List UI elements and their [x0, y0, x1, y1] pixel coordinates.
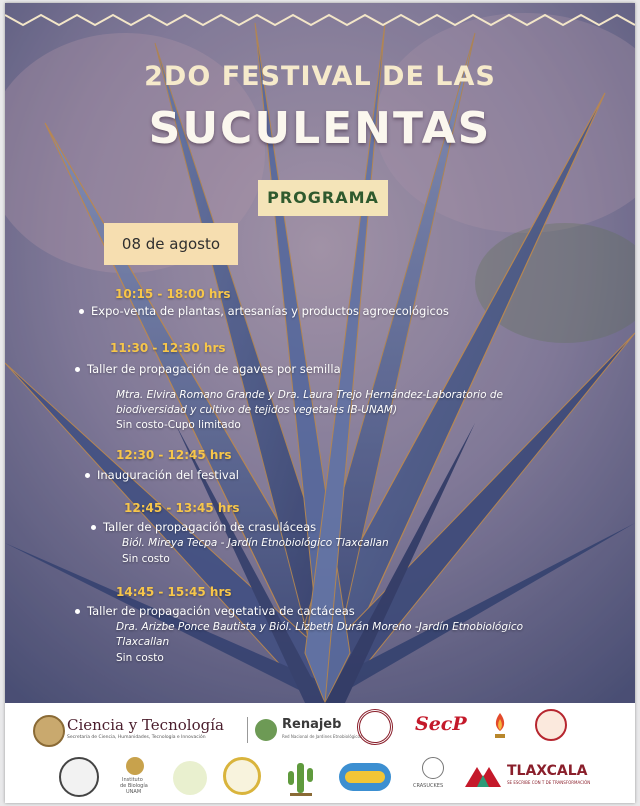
bullet-icon [75, 609, 80, 614]
event-title [75, 362, 341, 377]
instituto-biologia-logo [116, 757, 156, 799]
event-time: 12:30 - 12:45 hrs [116, 448, 232, 462]
cactus-logo-icon [281, 757, 319, 797]
instituto-label-3: UNAM [126, 789, 142, 795]
crasuckes-label: CRASUCKES [413, 783, 444, 789]
event-speaker: biodiversidad y cultivo de tejidos vegetales IB-UNAM) [116, 404, 398, 416]
instituto-label-2: de Biología [120, 783, 148, 789]
bullet-icon [91, 525, 96, 530]
event-speaker: Dra. Arizbe Ponce Bautista y Biól. Lizbeth Durán Moreno -Jardín Etnobiológico [116, 621, 524, 633]
ciencia-tecnologia-name: Ciencia y Tecnología [67, 716, 224, 734]
event-time: 12:45 - 13:45 hrs [124, 501, 240, 515]
title-line-2: SUCULENTAS [148, 103, 492, 154]
event-note: Sin costo [122, 553, 170, 565]
botanical-garden-logo-icon [173, 761, 207, 795]
event-time: 14:45 - 15:45 hrs [116, 585, 232, 599]
seal-badge-icon [535, 709, 567, 741]
colorful-festival-logo-icon [339, 763, 391, 791]
event-title-text: Expo-venta de plantas, artesanías y productos agroecológicos [91, 304, 449, 318]
mexico-seal-icon [33, 715, 65, 747]
event-title-text: Taller de propagación vegetativa de cactáceas [87, 604, 355, 618]
instituto-leaf-icon [126, 757, 144, 775]
program-label: PROGRAMA [258, 180, 388, 216]
event-speaker: Biól. Mireya Tecpa - Jardín Etnobiológico Tlaxcallan [122, 537, 389, 549]
cactus-badge-icon [223, 757, 261, 795]
crasuckes-icon [422, 757, 444, 779]
event-time: 11:30 - 12:30 hrs [110, 341, 226, 355]
renajeb-leaf-icon [255, 719, 277, 741]
title-line-1: 2DO FESTIVAL DE LAS [144, 61, 496, 92]
event-title [91, 520, 316, 535]
bullet-icon [75, 367, 80, 372]
tlaxcala-emblem-icon [463, 761, 503, 789]
university-seal-icon [357, 709, 393, 745]
date-label: 08 de agosto [104, 223, 238, 265]
tlaxcala-logo [463, 759, 593, 793]
renajeb-logo [255, 717, 363, 747]
event-title [79, 304, 449, 319]
tlaxcala-subtitle: SE ESCRIBE CON T DE TRANSFORMACIÓN [507, 780, 591, 785]
unam-logo-icon [59, 757, 99, 797]
instituto-label-1: Instituto [122, 777, 143, 783]
bullet-icon [79, 309, 84, 314]
secp-logo: SecP [415, 713, 467, 735]
sponsor-footer [5, 703, 635, 803]
event-speaker: Mtra. Elvira Romano Grande y Dra. Laura Trejo Hernández-Laboratorio de [116, 389, 503, 401]
event-title-text: Inauguración del festival [97, 468, 239, 482]
event-speaker: Tlaxcallan [116, 636, 170, 648]
event-time: 10:15 - 18:00 hrs [115, 287, 231, 301]
bullet-icon [85, 473, 90, 478]
flame-emblem-icon [491, 711, 509, 741]
renajeb-subtitle: Red Nacional de Jardines Etnobiológicos [282, 734, 363, 739]
festival-poster [5, 3, 635, 803]
zigzag-border-decoration [5, 11, 635, 31]
event-note: Sin costo-Cupo limitado [116, 419, 241, 431]
crasuckes-logo [411, 757, 457, 797]
logo-divider [247, 717, 248, 743]
renajeb-name: Renajeb [282, 717, 342, 732]
event-title-text: Taller de propagación de crasuláceas [103, 520, 317, 534]
ciencia-tecnologia-subtitle: Secretaría de Ciencia, Humanidades, Tecnología e Innovación [67, 735, 206, 740]
event-note: Sin costo [116, 652, 164, 664]
event-title [75, 604, 355, 619]
event-title [85, 468, 239, 483]
tlaxcala-name: TLAXCALA [507, 763, 588, 779]
event-title-text: Taller de propagación de agaves por semilla [87, 362, 341, 376]
